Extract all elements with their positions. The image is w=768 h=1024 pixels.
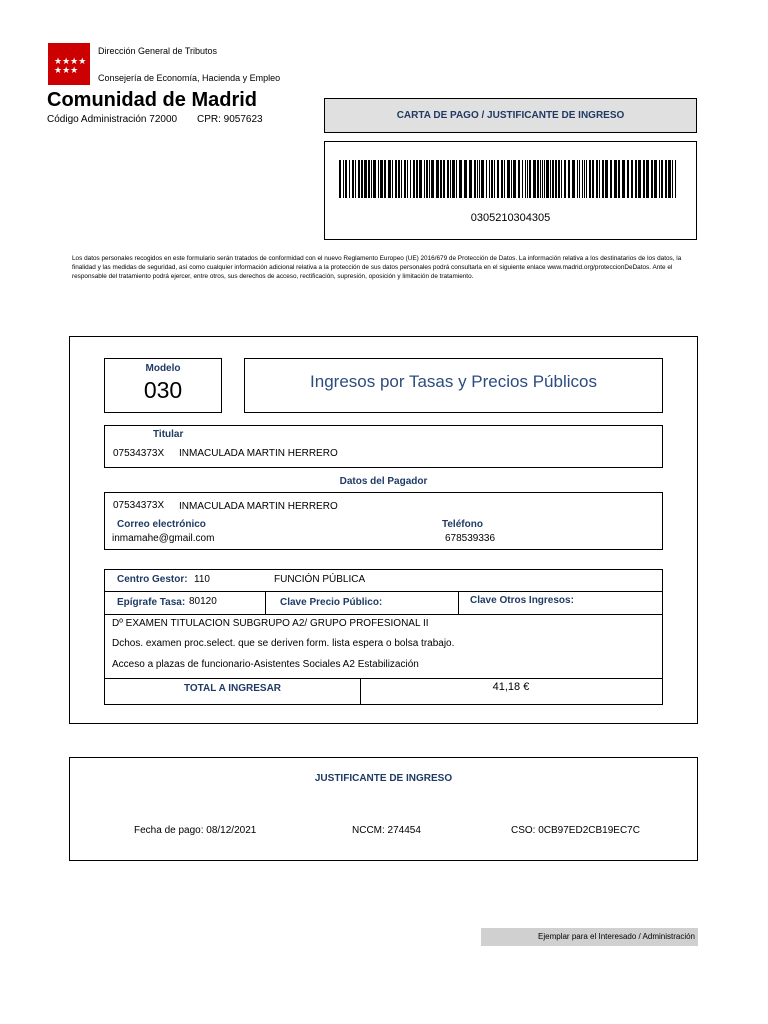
- barcode-box: [324, 141, 697, 240]
- titular-label: Titular: [153, 429, 184, 440]
- description-line: Dº EXAMEN TITULACION SUBGRUPO A2/ GRUPO PROFESIONAL II: [112, 618, 429, 629]
- madrid-flag-logo: ★★★★ ★★★: [48, 43, 90, 85]
- row-divider: [105, 678, 662, 679]
- centro-gestor-name: FUNCIÓN PÚBLICA: [274, 574, 366, 585]
- ejemplar-footer: Ejemplar para el Interesado / Administración: [481, 928, 698, 946]
- email-label: Correo electrónico: [117, 519, 206, 530]
- direccion-general: Dirección General de Tributos: [98, 46, 218, 56]
- carta-de-pago-box: [324, 98, 697, 133]
- col-divider: [458, 591, 459, 614]
- clave-otros-label: Clave Otros Ingresos:: [470, 595, 574, 606]
- phone-label: Teléfono: [442, 519, 483, 530]
- cso-code: CSO: 0CB97ED2CB19EC7C: [511, 825, 640, 836]
- consejeria: Consejería de Economía, Hacienda y Empleo: [98, 73, 281, 83]
- titular-box: [104, 425, 663, 468]
- modelo-value: 030: [143, 377, 183, 403]
- codigo-administracion: Código Administración 72000: [47, 114, 178, 125]
- col-divider: [265, 591, 266, 614]
- pagador-id: 07534373X: [113, 500, 165, 511]
- phone-value: 678539336: [445, 533, 496, 544]
- justificante-box: [69, 757, 698, 861]
- privacy-notice: Los datos personales recogidos en este formulario serán tratados de conformidad con el nuevo Reglamento Europeo (UE) 2016/679 de Protección de Datos. La información relativa a los destinatarios de los datos, la finalidad y las medidas de seguridad, así como cualquier información adicional relativa a la protección de sus datos personales podrá consultarla en el siguiente enlace www.madrid.org/proteccionDeDatos. Ante el responsable del tratamiento podrá ejercer, entre otros, sus derechos de acceso, rectificación, supresión, oposición y limitación de tratamiento.: [72, 255, 682, 280]
- cpr-code: CPR: 9057623: [197, 114, 263, 125]
- centro-gestor-code: 110: [194, 574, 210, 585]
- row-divider: [105, 591, 662, 592]
- centro-gestor-label: Centro Gestor:: [117, 574, 188, 585]
- total-label: TOTAL A INGRESAR: [183, 683, 282, 694]
- organismo-title: Comunidad de Madrid: [47, 89, 257, 111]
- ingresos-title: Ingresos por Tasas y Precios Públicos: [310, 372, 597, 391]
- epigrafe-label: Epígrafe Tasa:: [117, 597, 186, 608]
- pagador-box: [104, 492, 663, 550]
- pagador-section-label: Datos del Pagador: [339, 476, 428, 487]
- email-value: inmamahe@gmail.com: [112, 533, 215, 544]
- barcode-image: [339, 160, 679, 198]
- epigrafe-value: 80120: [189, 596, 217, 607]
- modelo-label: Modelo: [145, 363, 181, 374]
- row-divider: [105, 614, 662, 615]
- titular-name: INMACULADA MARTIN HERRERO: [179, 448, 338, 459]
- payment-form: [69, 336, 698, 724]
- fecha-pago: Fecha de pago: 08/12/2021: [134, 825, 257, 836]
- modelo-box: [104, 358, 222, 413]
- clave-precio-label: Clave Precio Público:: [280, 597, 383, 608]
- nccm-code: NCCM: 274454: [352, 825, 421, 836]
- justificante-title: JUSTIFICANTE DE INGRESO: [314, 773, 453, 784]
- barcode-number: 0305210304305: [470, 212, 551, 224]
- description-line: Dchos. examen proc.select. que se deriven form. lista espera o bolsa trabajo.: [112, 638, 455, 649]
- ingresos-box: [244, 358, 663, 413]
- total-value: 41,18 €: [492, 681, 530, 693]
- carta-title: CARTA DE PAGO / JUSTIFICANTE DE INGRESO: [396, 110, 625, 121]
- titular-id: 07534373X: [113, 448, 165, 459]
- detalle-table: [104, 569, 663, 705]
- description-line: Acceso a plazas de funcionario-Asistentes Sociales A2 Estabilización: [112, 659, 419, 670]
- pagador-name: INMACULADA MARTIN HERRERO: [179, 501, 338, 512]
